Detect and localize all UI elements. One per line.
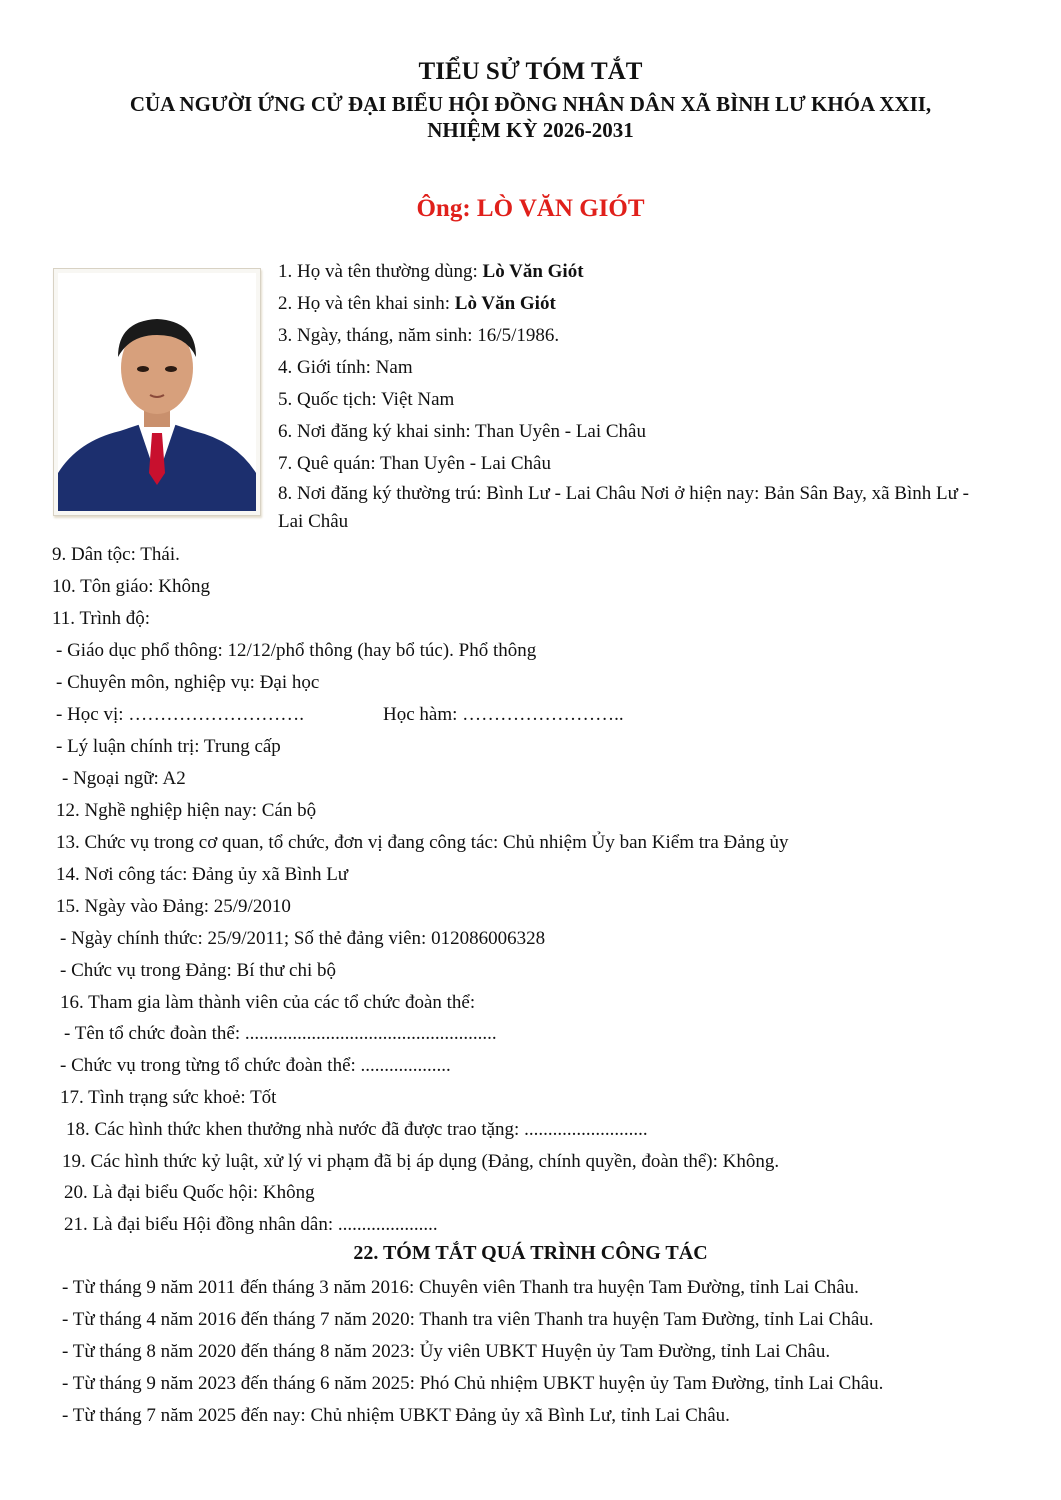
item-20: 20. Là đại biểu Quốc hội: Không [64, 1182, 315, 1203]
item-2-value: Lò Văn Giót [454, 293, 556, 314]
item-11: 11. Trình độ: [52, 608, 151, 629]
item-11-academic-title: Học hàm: …………………….. [383, 704, 624, 725]
item-11-general-education: - Giáo dục phổ thông: 12/12/phổ thông (hay bổ túc). Phổ thông [56, 640, 537, 661]
item-15-official-date: - Ngày chính thức: 25/9/2011; Số thẻ đảng viên: 012086006328 [60, 928, 546, 949]
item-4: 4. Giới tính: Nam [278, 357, 413, 378]
work-entry: - Từ tháng 9 năm 2011 đến tháng 3 năm 2016: Chuyên viên Thanh tra huyện Tam Đường, tỉnh Lai Châu. [62, 1277, 859, 1298]
item-16-position: - Chức vụ trong từng tổ chức đoàn thể: ................... [60, 1055, 451, 1076]
item-2-label: 2. Họ và tên khai sinh: [278, 293, 455, 314]
work-entry: - Từ tháng 4 năm 2016 đến tháng 7 năm 2020: Thanh tra viên Thanh tra huyện Tam Đường, tỉnh Lai Châu. [62, 1309, 874, 1330]
item-8: 8. Nơi đăng ký thường trú: Bình Lư - Lai Châu Nơi ở hiện nay: Bản Sân Bay, xã Bình Lư - Lai Châu [278, 483, 969, 532]
portrait-photo-icon [58, 273, 256, 511]
work-entry: - Từ tháng 7 năm 2025 đến nay: Chủ nhiệm UBKT Đảng ủy xã Bình Lư, tỉnh Lai Châu. [62, 1405, 730, 1426]
candidate-name: Ông: LÒ VĂN GIÓT [416, 195, 645, 222]
item-6: 6. Nơi đăng ký khai sinh: Than Uyên - Lai Châu [278, 421, 646, 442]
item-18: 18. Các hình thức khen thưởng nhà nước đã được trao tặng: .......................... [66, 1119, 648, 1140]
item-1-value: Lò Văn Giót [482, 261, 584, 282]
document-subtitle-line-2: NHIỆM KỲ 2026-2031 [427, 118, 634, 142]
item-9: 9. Dân tộc: Thái. [52, 544, 180, 565]
document-subtitle-line-1: CỦA NGƯỜI ỨNG CỬ ĐẠI BIỂU HỘI ĐỒNG NHÂN DÂN XÃ BÌNH LƯ KHÓA XXII, [129, 92, 932, 116]
item-7: 7. Quê quán: Than Uyên - Lai Châu [278, 453, 551, 474]
item-13: 13. Chức vụ trong cơ quan, tổ chức, đơn vị đang công tác: Chủ nhiệm Ủy ban Kiểm tra Đảng ủy [56, 832, 789, 853]
item-5: 5. Quốc tịch: Việt Nam [278, 389, 455, 410]
item-19: 19. Các hình thức kỷ luật, xử lý vi phạm đã bị áp dụng (Đảng, chính quyền, đoàn thể): Không. [62, 1151, 780, 1172]
document-title: TIỂU SỬ TÓM TẮT [418, 58, 643, 85]
work-history-heading: 22. TÓM TẮT QUÁ TRÌNH CÔNG TÁC [353, 1242, 708, 1264]
item-11-degree: - Học vị: ………………………. [56, 704, 305, 725]
item-3: 3. Ngày, tháng, năm sinh: 16/5/1986. [278, 325, 560, 346]
item-11-political-theory: - Lý luận chính trị: Trung cấp [56, 736, 281, 757]
work-entry: - Từ tháng 9 năm 2023 đến tháng 6 năm 2025: Phó Chủ nhiệm UBKT huyện ủy Tam Đường, tỉnh Lai Châu. [62, 1373, 884, 1394]
item-1 [278, 260, 584, 284]
item-11-specialty: - Chuyên môn, nghiệp vụ: Đại học [56, 672, 320, 693]
item-17: 17. Tình trạng sức khoẻ: Tốt [60, 1087, 277, 1108]
item-16-organization: - Tên tổ chức đoàn thể: ..................................................... [64, 1023, 497, 1044]
item-14: 14. Nơi công tác: Đảng ủy xã Bình Lư [56, 864, 349, 885]
item-12: 12. Nghề nghiệp hiện nay: Cán bộ [56, 800, 317, 821]
item-2 [278, 292, 556, 316]
item-15-party-position: - Chức vụ trong Đảng: Bí thư chi bộ [60, 960, 337, 981]
item-15: 15. Ngày vào Đảng: 25/9/2010 [56, 896, 291, 917]
item-11-foreign-language: - Ngoại ngữ: A2 [62, 768, 186, 789]
candidate-photo [53, 268, 261, 516]
work-entry: - Từ tháng 8 năm 2020 đến tháng 8 năm 2023: Ủy viên UBKT Huyện ủy Tam Đường, tỉnh Lai Châu. [62, 1341, 831, 1362]
item-16: 16. Tham gia làm thành viên của các tổ chức đoàn thể: [60, 992, 476, 1013]
item-21: 21. Là đại biểu Hội đồng nhân dân: ..................... [64, 1214, 438, 1235]
item-1-label: 1. Họ và tên thường dùng: [278, 261, 483, 282]
item-10: 10. Tôn giáo: Không [52, 576, 210, 597]
